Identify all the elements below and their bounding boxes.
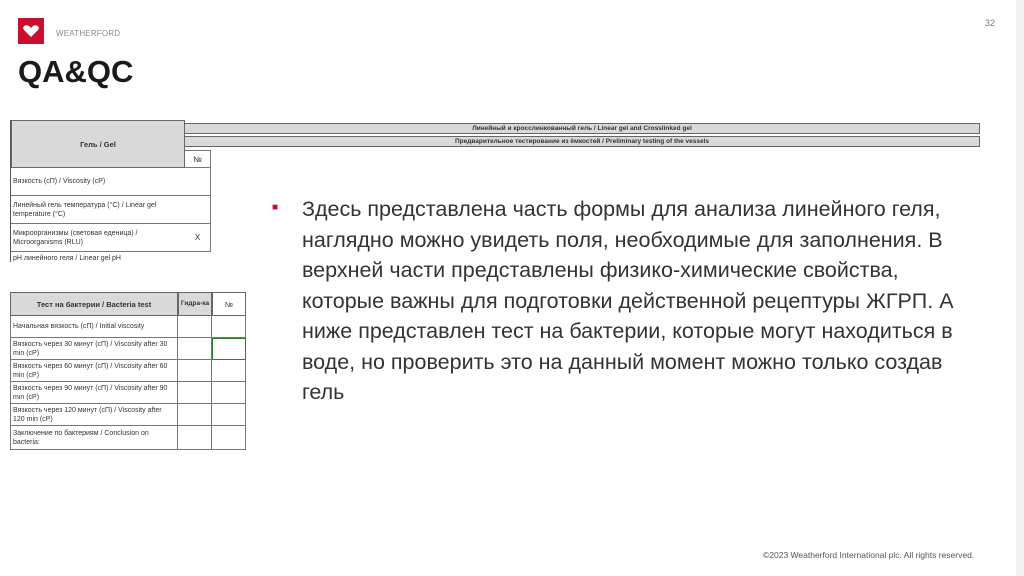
hydro-cell-30 — [178, 338, 212, 360]
preliminary-testing-bar: Предварительное тестирование из ёмкостей / Preliminary testing of the vessels — [184, 136, 980, 147]
description-paragraph: Здесь представлена часть формы для анализа линейного геля, наглядно можно увидеть поля, необходимые для заполнения. В верхней части представлены физико-химические свойства, которые важны для подготовки действенной рецептуры ЖГРП. А ниже представлен тест на бактерии, которые могут находиться в воде, но проверить это на данный момент можно только создав гель — [302, 197, 954, 404]
num-cell-120 — [212, 404, 246, 426]
num-cell-30 — [212, 338, 246, 360]
row-temperature: Линейный гель температура (°C) / Linear gel temperature (°C) — [11, 196, 185, 224]
row-viscosity-value — [185, 168, 211, 196]
hydro-header: Гидра-ка — [178, 292, 212, 316]
row-ph: pH линейного геля / Linear gel pH — [13, 254, 121, 262]
bacteria-row-120: Вязкость через 120 минут (сП) / Viscosity after 120 min (cP) — [10, 404, 178, 426]
row-microorganisms: Микроорганизмы (световая еденица) / Microorganisms (RLU) — [11, 224, 185, 252]
page-title: QA&QC — [18, 54, 134, 89]
hydro-cell-initial — [178, 316, 212, 338]
page-number: 32 — [985, 18, 996, 28]
copyright-footer: ©2023 Weatherford International plc. All rights reserved. — [763, 550, 975, 560]
num-cell-initial — [212, 316, 246, 338]
row-temperature-value — [185, 196, 211, 224]
gel-properties-table — [10, 120, 211, 262]
brand-name: WEATHERFORD — [56, 29, 121, 38]
hydro-cell-conclusion — [178, 426, 212, 450]
bacteria-header: Тест на бактерии / Bacteria test — [10, 292, 178, 316]
bacteria-row-60: Вязкость через 60 минут (сП) / Viscosity after 60 min (cP) — [10, 360, 178, 382]
bacteria-number-header: № — [212, 292, 246, 316]
num-cell-conclusion — [212, 426, 246, 450]
bullet-square-icon: ■ — [272, 202, 279, 213]
hydro-cell-60 — [178, 360, 212, 382]
bacteria-row-90: Вязкость через 90 минут (сП) / Viscosity after 90 min (cP) — [10, 382, 178, 404]
bacteria-test-table — [10, 292, 246, 452]
heart-logo-icon — [18, 18, 44, 44]
right-edge-rail — [1016, 0, 1024, 576]
row-microorganisms-value: X — [185, 224, 211, 252]
bacteria-row-30: Вязкость через 30 минут (сП) / Viscosity after 30 min (cP) — [10, 338, 178, 360]
bacteria-row-initial: Начальная вязкость (сП) / Initial viscosity — [10, 316, 178, 338]
gel-header: Гель / Gel — [11, 120, 185, 168]
weatherford-logo — [18, 18, 44, 44]
bacteria-row-conclusion: Заключение по бактериям / Conclusion on bacteria: — [10, 426, 178, 450]
number-header: № — [185, 150, 211, 168]
hydro-cell-90 — [178, 382, 212, 404]
num-cell-60 — [212, 360, 246, 382]
row-viscosity: Вязкость (сП) / Viscosity (cP) — [11, 168, 185, 196]
num-cell-90 — [212, 382, 246, 404]
hydro-cell-120 — [178, 404, 212, 426]
gel-type-bar: Линейный и кросслинкованный гель / Linear gel and Crosslinked gel — [184, 123, 980, 134]
